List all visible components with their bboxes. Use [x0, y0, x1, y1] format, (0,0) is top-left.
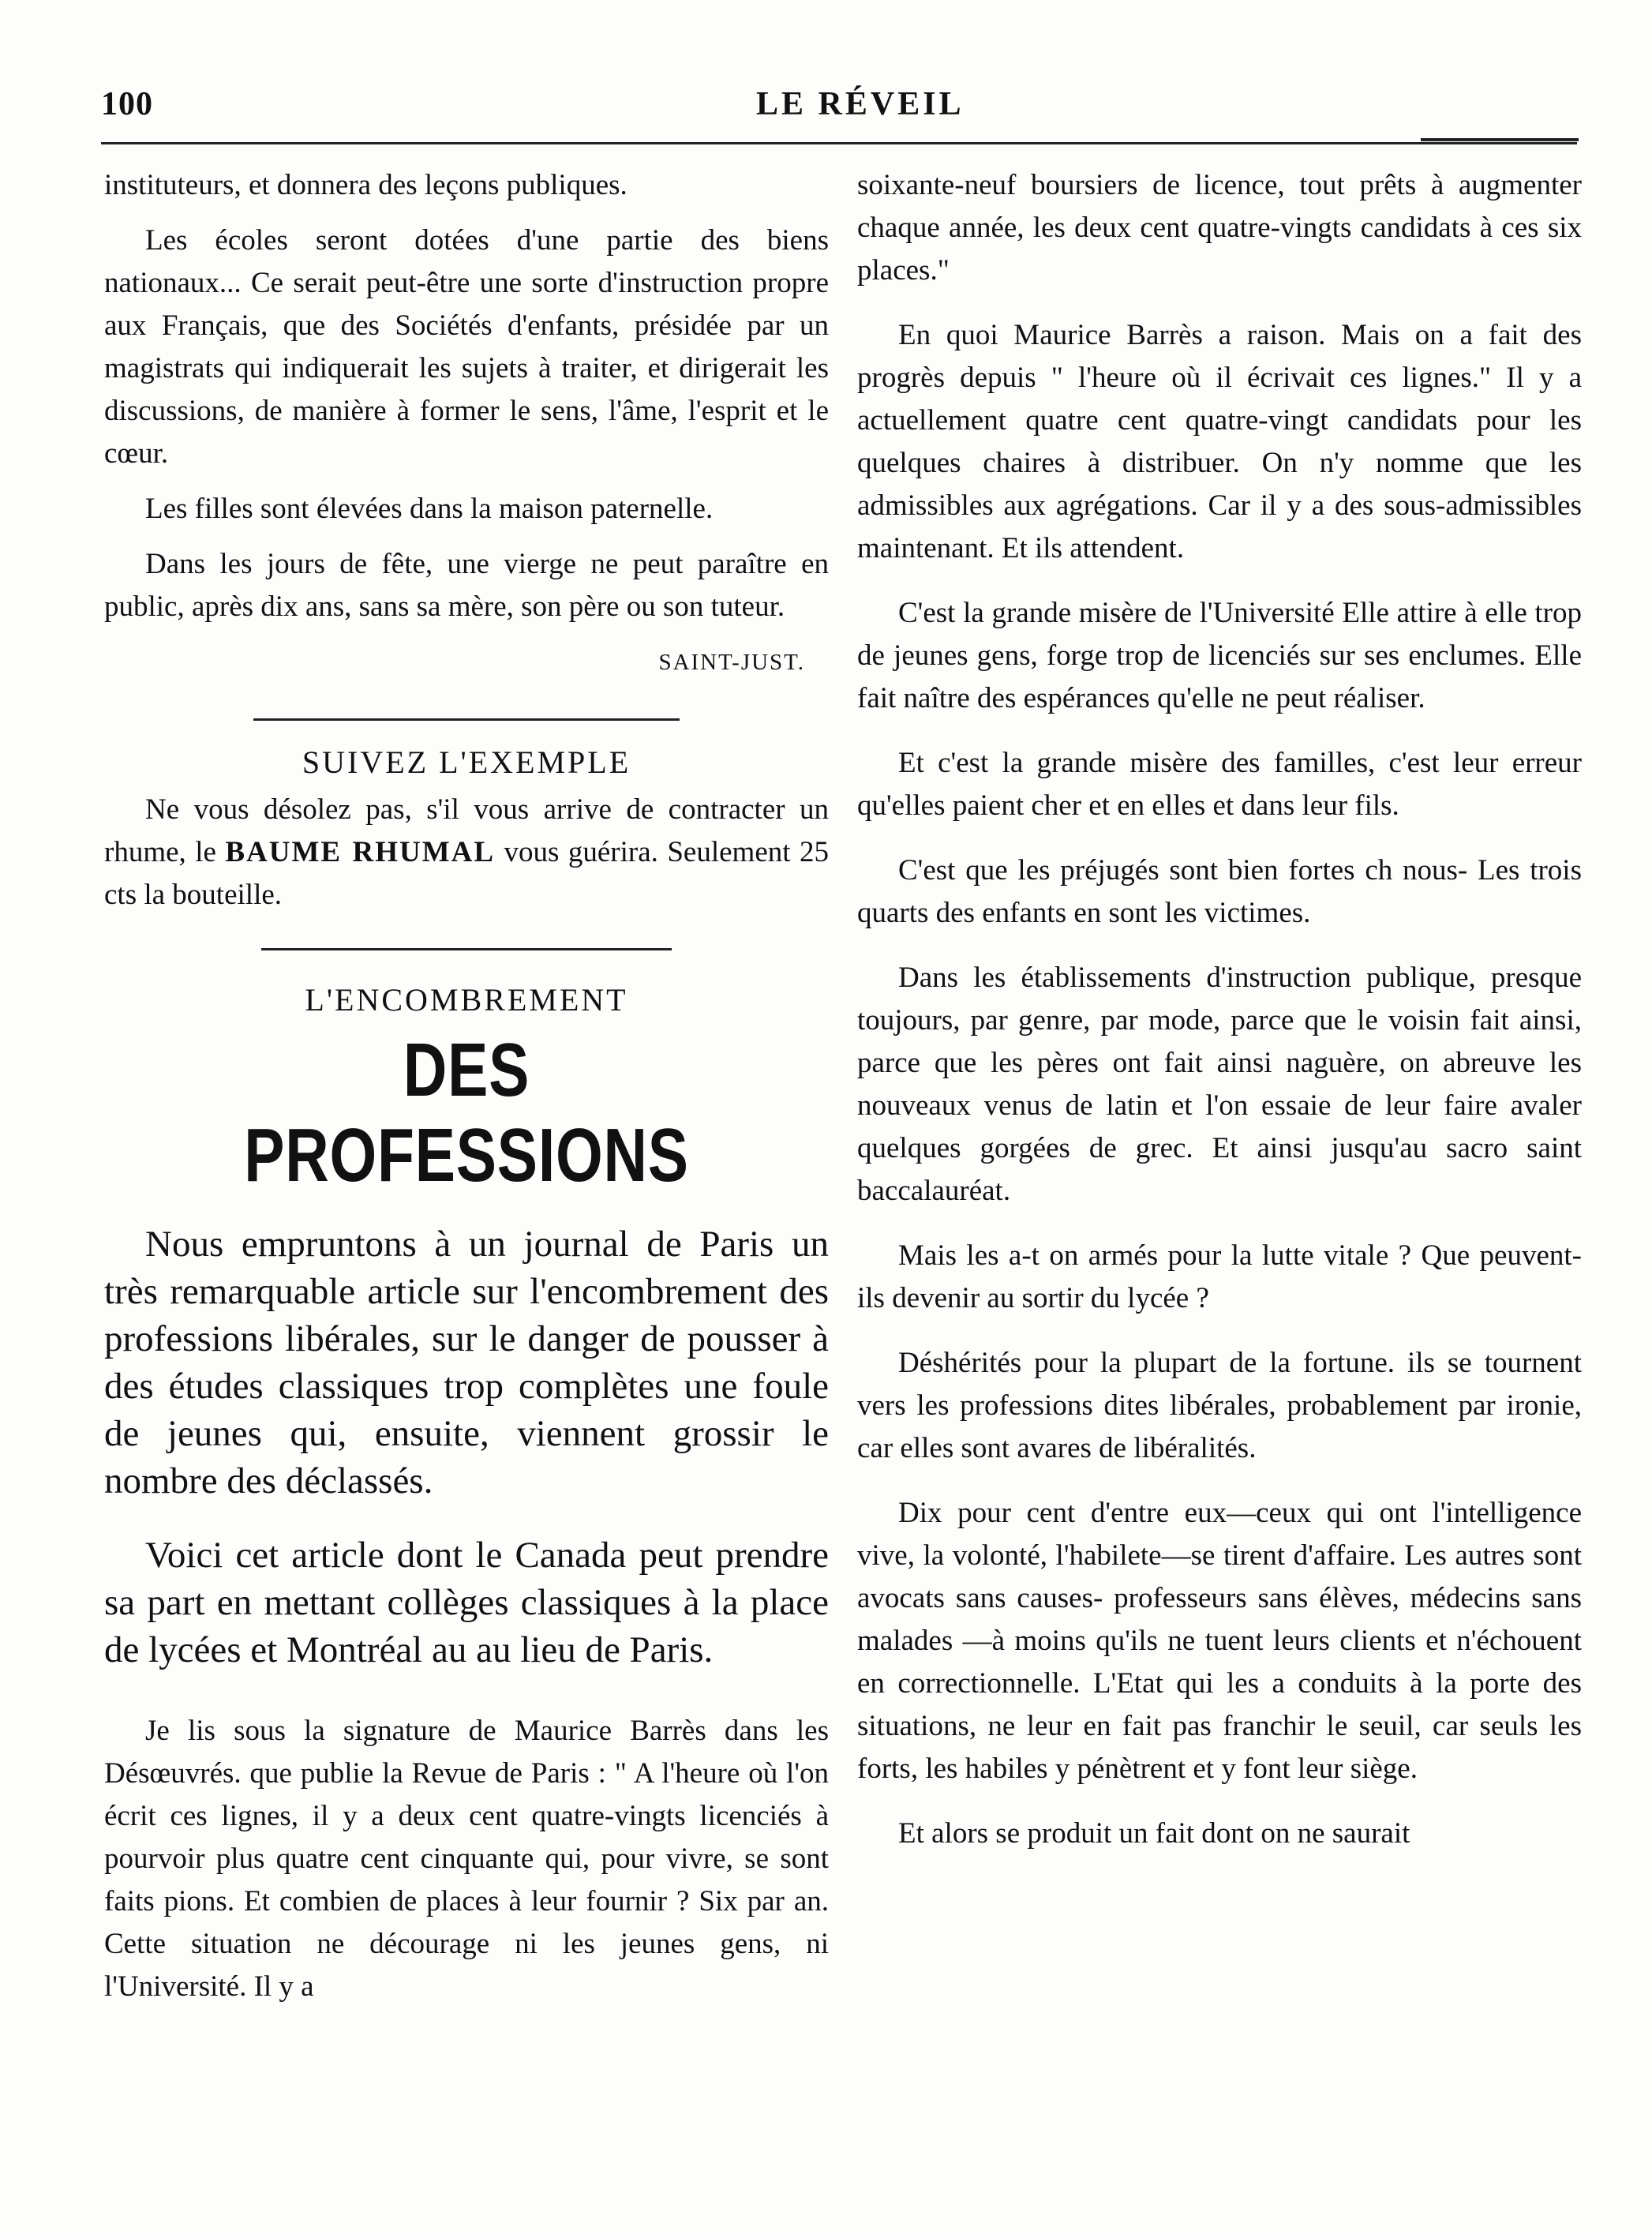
header-rule [101, 142, 1577, 144]
right-paragraph-1: soixante-neuf boursiers de licence, tout prêts à augmenter chaque année, les deux cent quatre-vingts candidats à ces six places." [857, 169, 1582, 287]
lead-paragraph-1: Nous empruntons à un journal de Paris un très remarquable article sur l'encombrement des professions libérales, sur le danger de pousser à des études classiques trop complètes une foule de jeunes qui, ensuite, viennent grossir le nombre des déclassés. [104, 1224, 829, 1501]
left-paragraph-1: instituteurs, et donnera des leçons publiques. [104, 169, 627, 201]
header-rule-tail [1421, 138, 1579, 141]
section-title: DES PROFESSIONS [244, 1028, 689, 1198]
left-column [104, 164, 829, 2021]
ad-text-before: Ne vous désolez pas, s'il vous arrive de contracter un rhume, le [104, 793, 829, 868]
left-paragraph-4: Dans les jours de fête, une vierge ne peut paraître en public, après dix ans, sans sa mère, son père ou son tuteur. [104, 548, 829, 623]
right-paragraph-5: C'est que les préjugés sont bien fortes ch nous- Les trois quarts des enfants en sont les victimes. [857, 854, 1582, 929]
section-kicker: L'ENCOMBREMENT [305, 982, 628, 1018]
ad-text-after: vous guérira. Seulement 25 cts la bouteille. [104, 836, 829, 911]
right-column [857, 164, 1582, 1877]
right-paragraph-2: En quoi Maurice Barrès a raison. Mais on a fait des progrès depuis " l'heure où il écrivait ces lignes." Il y a actuellement quatre cent quatre-vingt candidats pour les quelques chaires à distribuer. On n'y nomme que les admissibles aux agrégations. Car il y a des sous-admissibles maintenant. Et ils attendent. [857, 319, 1582, 564]
ad-title: SUIVEZ L'EXEMPLE [302, 744, 631, 780]
divider-rule [253, 718, 680, 721]
divider-rule [261, 948, 672, 950]
running-title: LE RÉVEIL [756, 86, 965, 122]
page-number: 100 [101, 86, 153, 122]
left-paragraph-3: Les filles sont élevées dans la maison paternelle. [145, 493, 714, 525]
lead-paragraph-2: Voici cet article dont le Canada peut prendre sa part en mettant collèges classiques à la place de lycées et Montréal au au lieu de Paris. [104, 1535, 829, 1670]
right-paragraph-10: Et alors se produit un fait dont on ne saurait [898, 1817, 1410, 1850]
running-header [101, 85, 1601, 133]
ad-text [104, 789, 829, 917]
signature: SAINT-JUST. [658, 650, 805, 675]
right-paragraph-4: Et c'est la grande misère des familles, c'est leur erreur qu'elles paient cher et en elles et dans leur fils. [857, 747, 1582, 822]
right-paragraph-3: C'est la grande misère de l'Université Elle attire à elle trop de jeunes gens, forge trop de licenciés sur ses enclumes. Elle fait naître des espérances qu'elle ne peut réaliser. [857, 597, 1582, 714]
left-paragraph-5: Je lis sous la signature de Maurice Barrès dans les Désœuvrés. que publie la Revue de Paris : " A l'heure où l'on écrit ces lignes, il y a deux cent quatre-vingts licenciés à pourvoir plus quatre cent cinquante qui, pour vivre, se sont faits pions. Et combien de places à leur fournir ? Six par an. Cette situation ne décourage ni les jeunes gens, ni l'Université. Il y a [104, 1715, 829, 2003]
left-paragraph-2: Les écoles seront dotées d'une partie des biens nationaux... Ce serait peut-être une sorte d'instruction propre aux Français, que des Sociétés d'enfants, présidée par un magistrats qui indiquerait les sujets à traiter, et dirigerait les discussions, de manière à former le sens, l'âme, l'esprit et le cœur. [104, 224, 829, 470]
right-paragraph-6: Dans les établissements d'instruction publique, presque toujours, par genre, par mode, parce que le voisin fait ainsi, parce que les pères ont fait ainsi naguère, on abreuve les nouveaux venus de latin et l'on essaie de leur faire avaler quelques gorgées de grec. Et ainsi jusqu'au sacro saint baccalauréat. [857, 962, 1582, 1207]
ad-product-name: BAUME RHUMAL [225, 836, 496, 868]
right-paragraph-8: Déshérités pour la plupart de la fortune. ils se tournent vers les professions dites libérales, probablement par ironie, car elles sont avares de libéralités. [857, 1347, 1582, 1464]
right-paragraph-9: Dix pour cent d'entre eux—ceux qui ont l'intelligence vive, la volonté, l'habilete—se tirent d'affaire. Les autres sont avocats sans causes- professeurs sans élèves, médecins sans malades —à moins qu'ils ne tuent leurs clients et n'échouent en correctionnelle. L'Etat qui les a conduits à la porte des situations, ne leur en fait pas franchir le seuil, car seuls les forts, les habiles y pénètrent et y font leur siège. [857, 1497, 1582, 1785]
right-paragraph-7: Mais les a-t on armés pour la lutte vitale ? Que peuvent-ils devenir au sortir du lycée ? [857, 1239, 1582, 1314]
